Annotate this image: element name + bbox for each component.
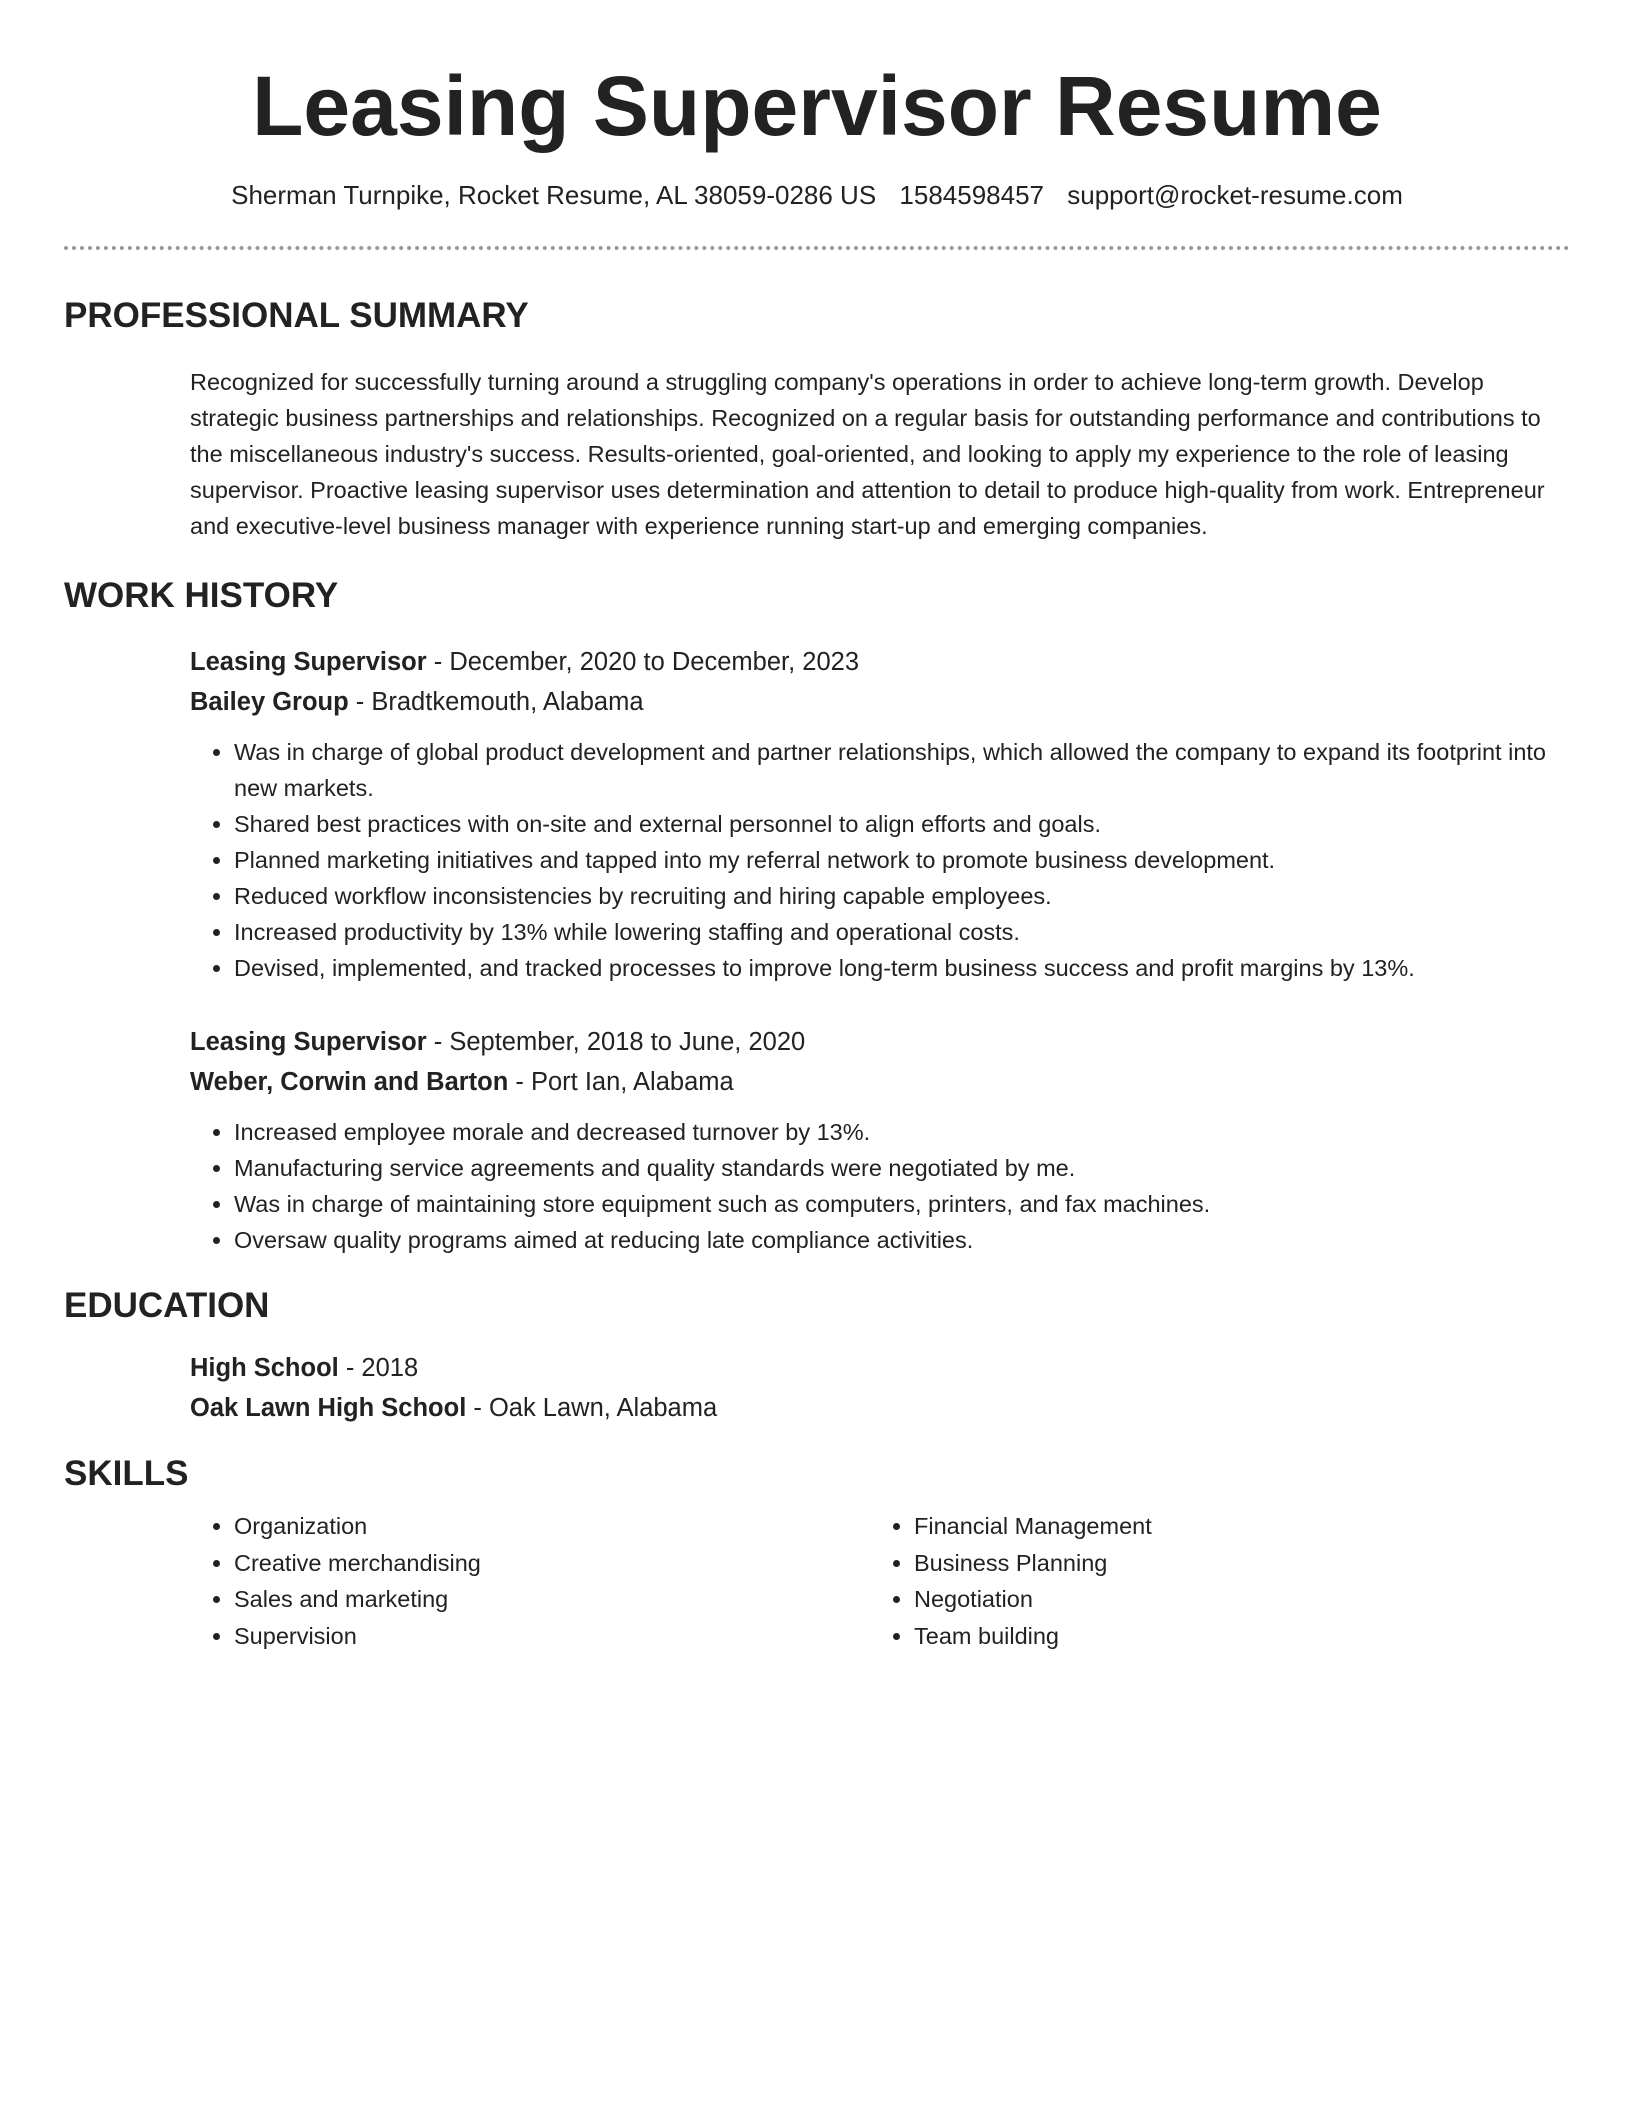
education-year: - 2018 — [338, 1354, 419, 1382]
job-dates: - December, 2020 to December, 2023 — [426, 648, 860, 676]
skill-item: • Supervision — [234, 1618, 870, 1655]
skills-list — [870, 1508, 1550, 1654]
skills-column-left — [190, 1508, 870, 1654]
job-entry — [190, 642, 1570, 986]
contact-phone: 1584598457 — [899, 180, 1045, 210]
work-history-section — [64, 642, 1570, 1258]
header-divider — [64, 246, 1570, 250]
skills-list — [190, 1508, 870, 1654]
list-item: • Planned marketing initiatives and tapped into my referral network to promote business development. — [234, 842, 1570, 878]
job-bullets — [190, 734, 1570, 986]
contact-email: support@rocket-resume.com — [1067, 180, 1403, 210]
education-section — [64, 1348, 1570, 1428]
education-school-line — [190, 1388, 1570, 1428]
skills-grid — [190, 1508, 1570, 1654]
list-item: • Reduced workflow inconsistencies by recruiting and hiring capable employees. — [234, 878, 1570, 914]
job-role-line — [190, 1022, 1570, 1062]
work-history-heading: WORK HISTORY — [64, 576, 339, 615]
job-location: - Port Ian, Alabama — [508, 1068, 734, 1096]
job-company-line — [190, 682, 1570, 722]
job-role: Leasing Supervisor — [190, 648, 427, 676]
skills-section — [64, 1508, 1570, 1654]
skill-item: • Business Planning — [914, 1545, 1550, 1582]
skill-item: • Creative merchandising — [234, 1545, 870, 1582]
list-item: • Increased employee morale and decreased turnover by 13%. — [234, 1114, 1570, 1150]
summary-heading: PROFESSIONAL SUMMARY — [64, 296, 529, 335]
education-degree-line — [190, 1348, 1570, 1388]
skill-item: • Sales and marketing — [234, 1581, 870, 1618]
job-role: Leasing Supervisor — [190, 1028, 427, 1056]
job-bullets — [190, 1114, 1570, 1258]
list-item: • Increased productivity by 13% while lowering staffing and operational costs. — [234, 914, 1570, 950]
education-heading: EDUCATION — [64, 1286, 270, 1325]
summary-text: Recognized for successfully turning around a struggling company's operations in order to achieve long-term growth. Develop strategic business partnerships and relationships. Recognized on a regular basis for outstanding performance and contributions to the miscellaneous industry's success. Results-oriented, goal-oriented, and looking to apply my experience to the role of leasing supervisor. Proactive leasing supervisor uses determination and attention to detail to produce high-quality from work. Entrepreneur and executive-level business manager with experience running start-up and emerging companies. — [190, 369, 1545, 539]
education-location: - Oak Lawn, Alabama — [466, 1394, 718, 1422]
skill-item: • Team building — [914, 1618, 1550, 1655]
list-item: • Shared best practices with on-site and external personnel to align efforts and goals. — [234, 806, 1570, 842]
skill-item: • Financial Management — [914, 1508, 1550, 1545]
skill-item: • Organization — [234, 1508, 870, 1545]
job-entry — [190, 1022, 1570, 1258]
resume-title: Leasing Supervisor Resume — [252, 59, 1382, 153]
skill-item: • Negotiation — [914, 1581, 1550, 1618]
job-company: Weber, Corwin and Barton — [190, 1068, 509, 1096]
job-company: Bailey Group — [190, 688, 349, 716]
education-degree: High School — [190, 1354, 339, 1382]
list-item: • Manufacturing service agreements and quality standards were negotiated by me. — [234, 1150, 1570, 1186]
job-role-line — [190, 642, 1570, 682]
list-item: • Devised, implemented, and tracked processes to improve long-term business success and profit margins by 13%. — [234, 950, 1570, 986]
contact-address: Sherman Turnpike, Rocket Resume, AL 38059-0286 US — [231, 180, 877, 210]
list-item: • Oversaw quality programs aimed at reducing late compliance activities. — [234, 1222, 1570, 1258]
summary-section — [64, 364, 1570, 544]
job-location: - Bradtkemouth, Alabama — [348, 688, 644, 716]
resume-page — [64, 0, 1570, 1654]
skills-column-right — [870, 1508, 1550, 1654]
job-company-line — [190, 1062, 1570, 1102]
skills-heading: SKILLS — [64, 1454, 189, 1493]
job-dates: - September, 2018 to June, 2020 — [426, 1028, 806, 1056]
contact-line — [64, 178, 1570, 212]
list-item: • Was in charge of global product development and partner relationships, which allowed the company to expand its footprint into new markets. — [234, 734, 1570, 806]
education-school: Oak Lawn High School — [190, 1394, 467, 1422]
list-item: • Was in charge of maintaining store equipment such as computers, printers, and fax machines. — [234, 1186, 1570, 1222]
